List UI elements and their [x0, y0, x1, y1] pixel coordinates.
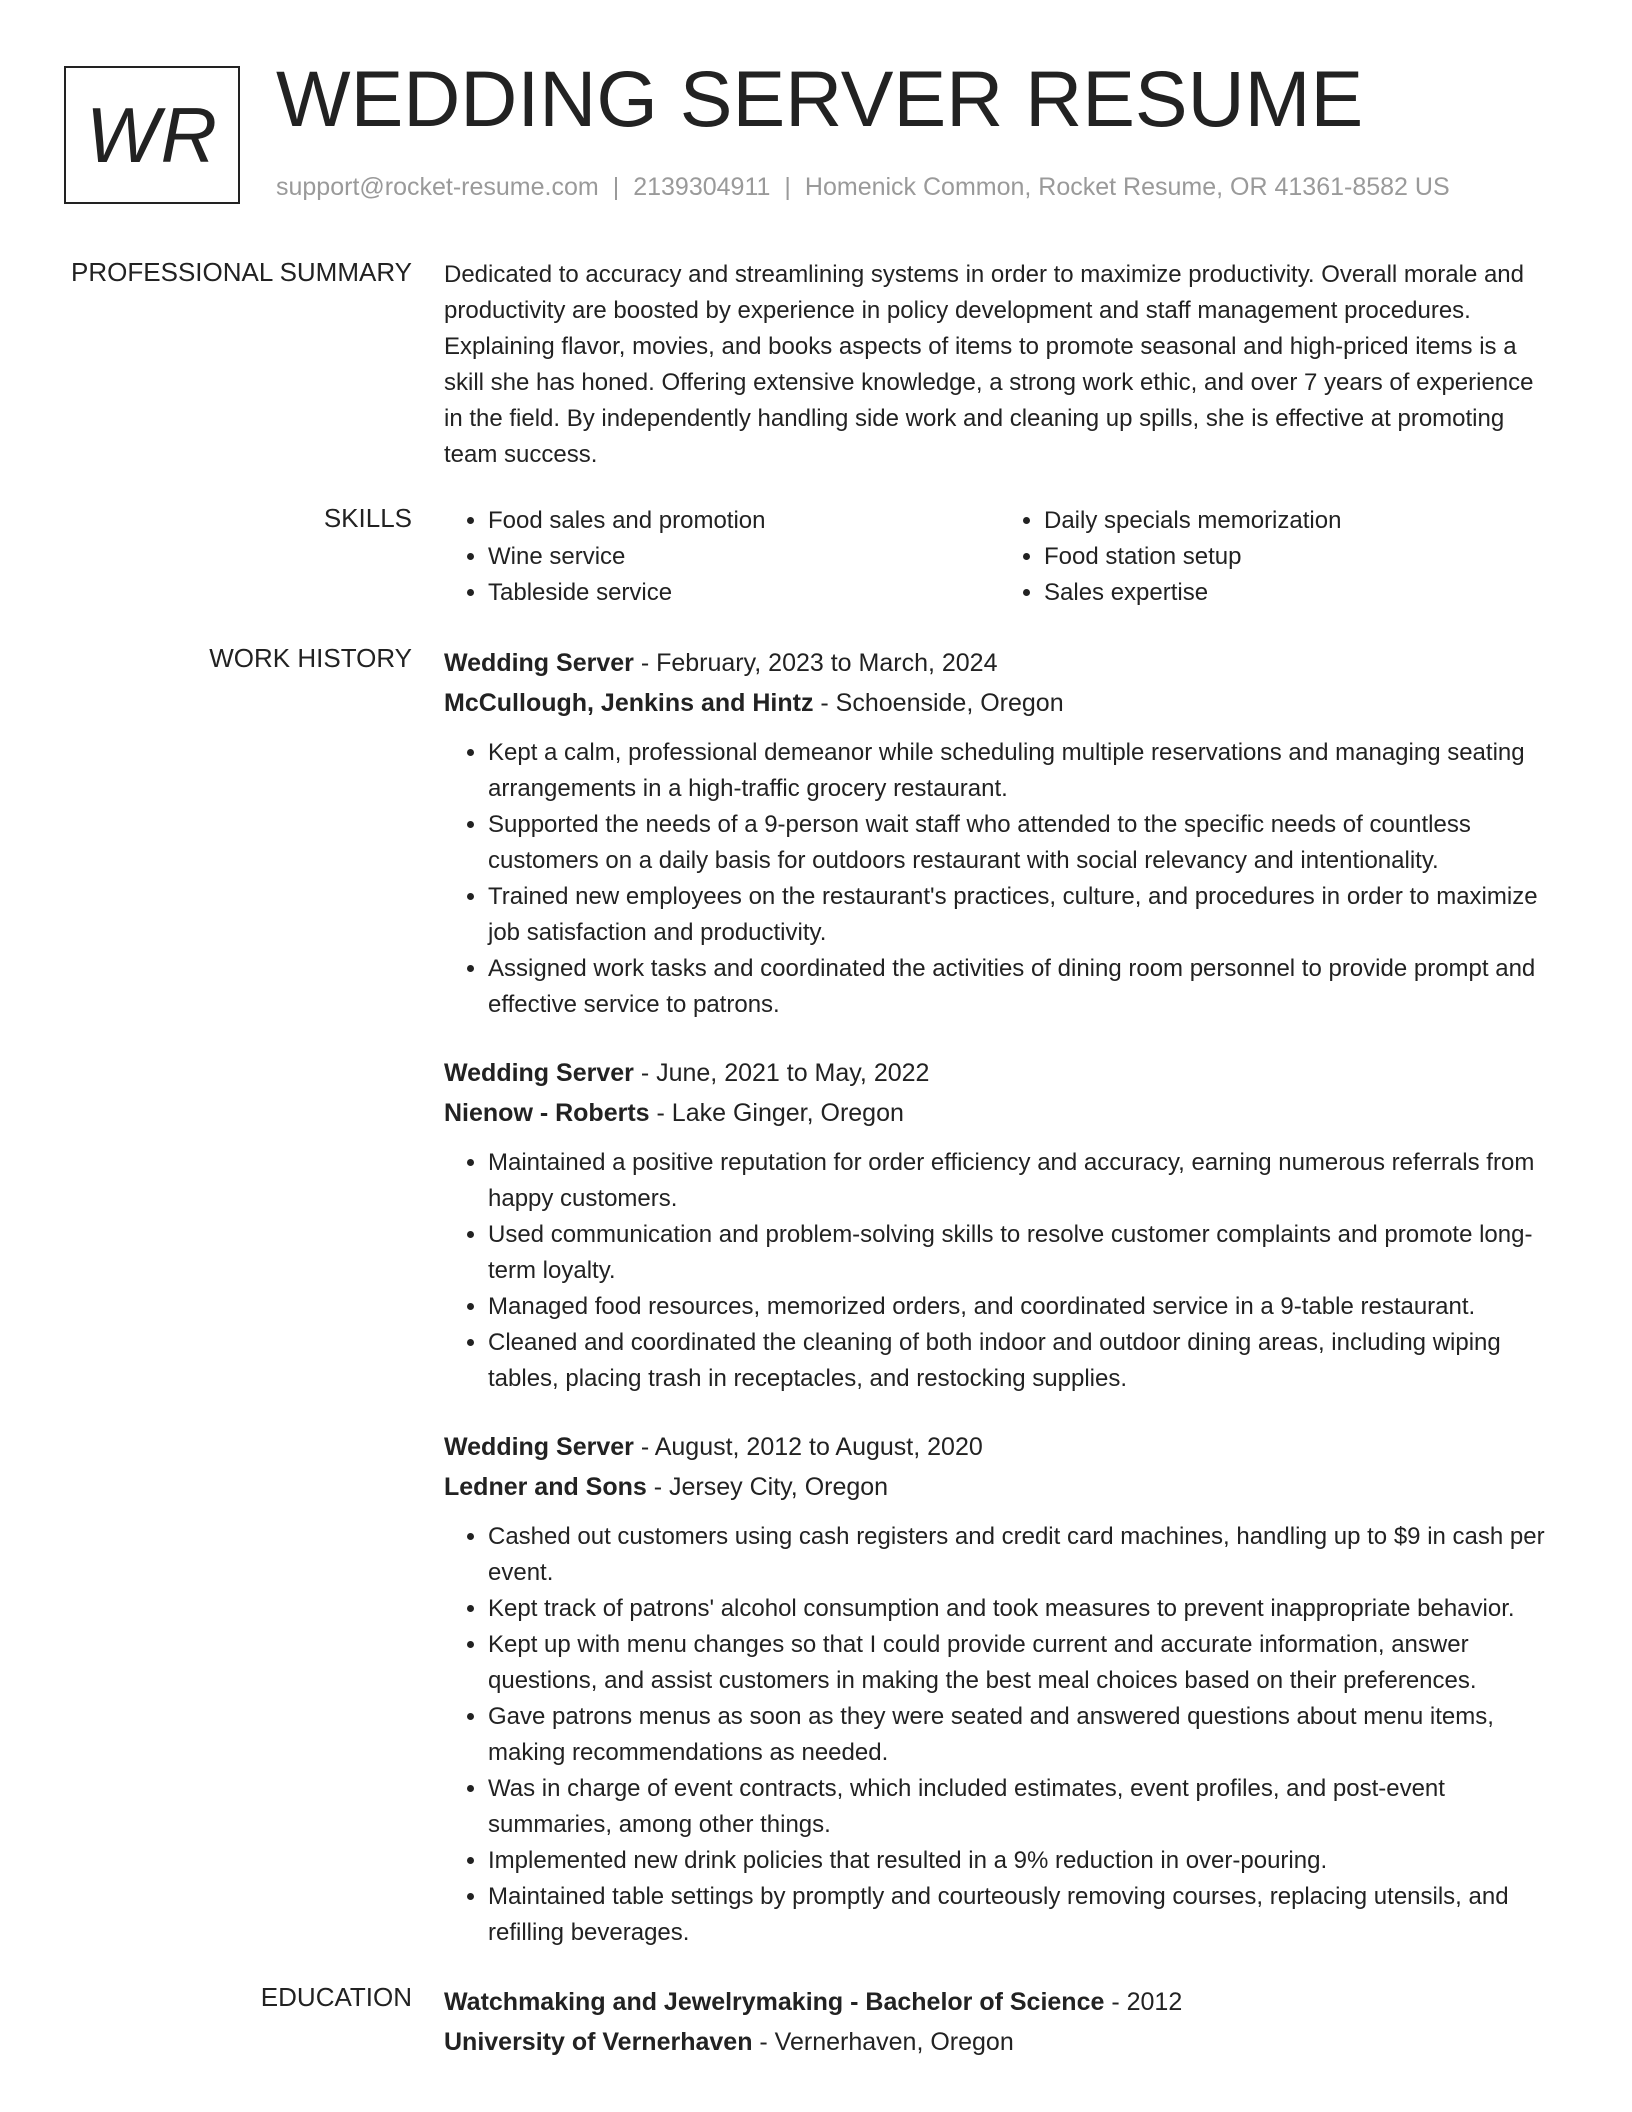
contact-line [276, 173, 1450, 202]
job-company: Ledner and Sons [444, 1473, 647, 1501]
education-degree-line [444, 1982, 1556, 2022]
skill-item: • Sales expertise [1044, 575, 1556, 611]
education-degree: Watchmaking and Jewelrymaking - Bachelor of Science [444, 1988, 1105, 2016]
job-bullet: • Used communication and problem-solving skills to resolve customer complaints and promote long-term loyalty. [488, 1217, 1556, 1289]
job-entry [444, 643, 1556, 1023]
resume-title: WEDDING SERVER RESUME [276, 54, 1364, 143]
contact-separator: | [784, 173, 791, 201]
job-title: Wedding Server [444, 1059, 634, 1087]
summary-body [444, 257, 1556, 473]
job-bullet: • Kept track of patrons' alcohol consumption and took measures to prevent inappropriate behavior. [488, 1591, 1556, 1627]
job-bullet: • Supported the needs of a 9-person wait staff who attended to the specific needs of countless customers on a daily basis for outdoors restaurant with social relevancy and intentionality. [488, 807, 1556, 879]
job-bullet: • Gave patrons menus as soon as they were seated and answered questions about menu items, making recommendations as needed. [488, 1699, 1556, 1771]
job-location: - Lake Ginger, Oregon [649, 1099, 904, 1127]
skills-list-right [1000, 503, 1556, 611]
job-company: McCullough, Jenkins and Hintz [444, 689, 814, 717]
job-title: Wedding Server [444, 1433, 634, 1461]
job-dates: - June, 2021 to May, 2022 [633, 1059, 930, 1087]
section-label-work-history: WORK HISTORY [209, 643, 412, 673]
job-bullet: • Assigned work tasks and coordinated the activities of dining room personnel to provide prompt and effective service to patrons. [488, 951, 1556, 1023]
education-school: University of Vernerhaven [444, 2028, 753, 2056]
job-bullet: • Was in charge of event contracts, which included estimates, event profiles, and post-event summaries, among other things. [488, 1771, 1556, 1843]
job-bullet: • Trained new employees on the restaurant's practices, culture, and procedures in order to maximize job satisfaction and productivity. [488, 879, 1556, 951]
education-location: - Vernerhaven, Oregon [752, 2028, 1014, 2056]
job-dates: - August, 2012 to August, 2020 [633, 1433, 983, 1461]
job-bullet: • Maintained table settings by promptly and courteously removing courses, replacing utensils, and refilling beverages. [488, 1879, 1556, 1951]
job-title: Wedding Server [444, 649, 634, 677]
skills-list-left [444, 503, 1000, 611]
job-bullet: • Managed food resources, memorized orders, and coordinated service in a 9-table restaurant. [488, 1289, 1556, 1325]
job-bullet: • Cashed out customers using cash registers and credit card machines, handling up to $9 in cash per event. [488, 1519, 1556, 1591]
summary-text: Dedicated to accuracy and streamlining systems in order to maximize productivity. Overall morale and productivity are boosted by experience in policy development and staff management procedures. Explaining flavor, movies, and books aspects of items to promote seasonal and high-priced items is a skill she has honed. Offering extensive knowledge, a strong work ethic, and over 7 years of experience in the field. By independently handling side work and cleaning up spills, she is effective at promoting team success. [444, 261, 1534, 468]
education-year: - 2012 [1104, 1988, 1183, 2016]
job-entry [444, 1053, 1556, 1397]
job-company-line [444, 1467, 1556, 1507]
job-entry [444, 1427, 1556, 1951]
contact-separator: | [612, 173, 620, 201]
job-bullet: • Maintained a positive reputation for order efficiency and accuracy, earning numerous referrals from happy customers. [488, 1145, 1556, 1217]
education-body [444, 1982, 1556, 2062]
job-company-line [444, 683, 1556, 723]
monogram-initials: WR [86, 90, 218, 179]
contact-phone: 2139304911 [633, 173, 771, 201]
job-company-line [444, 1093, 1556, 1133]
section-label-summary: PROFESSIONAL SUMMARY [71, 257, 412, 287]
job-location: - Schoenside, Oregon [813, 689, 1064, 717]
section-label-skills: SKILLS [323, 503, 412, 533]
job-title-line [444, 1427, 1556, 1467]
education-school-line [444, 2022, 1556, 2062]
job-title-line [444, 643, 1556, 683]
job-title-line [444, 1053, 1556, 1093]
job-bullet: • Implemented new drink policies that resulted in a 9% reduction in over-pouring. [488, 1843, 1556, 1879]
skill-item: • Tableside service [488, 575, 1000, 611]
job-location: - Jersey City, Oregon [646, 1473, 889, 1501]
skill-item: • Wine service [488, 539, 1000, 575]
job-bullet: • Kept a calm, professional demeanor while scheduling multiple reservations and managing seating arrangements in a high-traffic grocery restaurant. [488, 735, 1556, 807]
job-bullets [444, 1145, 1556, 1397]
contact-email: support@rocket-resume.com [276, 173, 599, 201]
section-label-education: EDUCATION [260, 1982, 412, 2012]
skill-item: • Daily specials memorization [1044, 503, 1556, 539]
monogram-box [64, 66, 240, 204]
work-history-body [444, 643, 1556, 1951]
job-bullets [444, 1519, 1556, 1951]
skill-item: • Food sales and promotion [488, 503, 1000, 539]
job-bullets [444, 735, 1556, 1023]
job-bullet: • Cleaned and coordinated the cleaning of both indoor and outdoor dining areas, including wiping tables, placing trash in receptacles, and restocking supplies. [488, 1325, 1556, 1397]
contact-address: Homenick Common, Rocket Resume, OR 41361-8582 US [804, 173, 1450, 201]
job-company: Nienow - Roberts [444, 1099, 650, 1127]
skill-item: • Food station setup [1044, 539, 1556, 575]
skills-body [444, 503, 1556, 611]
job-bullet: • Kept up with menu changes so that I could provide current and accurate information, answer questions, and assist customers in making the best meal choices based on their preferences. [488, 1627, 1556, 1699]
job-dates: - February, 2023 to March, 2024 [633, 649, 998, 677]
